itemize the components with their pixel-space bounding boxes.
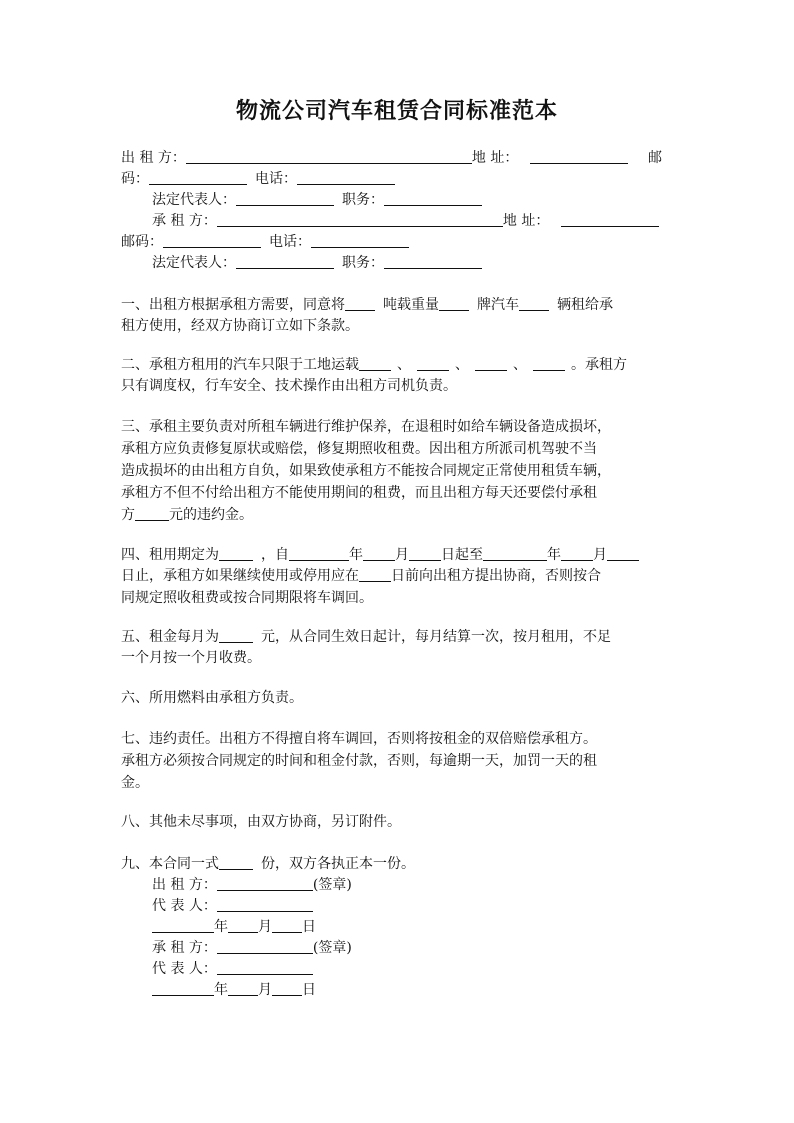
sign-lessee-year-field[interactable] — [152, 981, 214, 996]
sign-lessor-rep-field[interactable] — [217, 897, 313, 912]
clause-4-line-3: 同规定照收租费或按合同期限将车调回。 — [121, 590, 373, 606]
sign-lessor-label: 出 租 方： — [152, 877, 217, 893]
lessee-position-field[interactable] — [384, 254, 482, 269]
clause-3-line-5: 方 元的违约金。 — [121, 507, 253, 523]
lessee-position-label: 职务： — [342, 255, 384, 271]
clause-7-line-1: 七、违约责任。出租方不得擅自将车调回，否则将按租金的双倍赔偿承租方。 — [121, 731, 597, 747]
sign-lessor-rep-label: 代 表 人： — [152, 898, 217, 914]
lessor-address-label: 地 址： — [471, 150, 519, 166]
sign-lessor-month-field[interactable] — [228, 918, 258, 933]
lessor-postcode-field[interactable] — [149, 170, 247, 185]
site-field-4[interactable] — [533, 356, 565, 371]
lessee-name-field[interactable] — [217, 212, 503, 227]
lessee-phone-label: 电话： — [269, 234, 311, 250]
lessor-position-label: 职务： — [342, 192, 384, 208]
monthly-rent-field[interactable] — [219, 628, 253, 643]
sign-lessee-rep-field[interactable] — [217, 960, 313, 975]
sign-lessor-seal: (签章) — [312, 877, 352, 893]
clause-1-line-1: 一、出租方根据承租方需要，同意将 吨载重量 牌汽车 辆租给承 — [121, 297, 613, 313]
sign-lessee-line — [152, 939, 352, 957]
end-month-field[interactable] — [561, 546, 593, 561]
sign-lessor-year-field[interactable] — [152, 918, 214, 933]
clause-2-line-2: 只有调度权，行车安全、技术操作由出租方司机负责。 — [121, 378, 457, 394]
sign-lessor-date-line: 年 月 日 — [152, 918, 316, 936]
clause-4-line-2: 日止，承租方如果继续使用或停用应在 日前向出租方提出协商，否则按合 — [121, 568, 601, 584]
clause-3-line-1: 三、承租主要负责对所租车辆进行维护保养，在退租时如给车辆设备造成损坏， — [121, 419, 611, 435]
sign-lessor-field[interactable] — [217, 876, 313, 891]
site-field-3[interactable] — [475, 356, 507, 371]
clause-5-line-1: 五、租金每月为 元，从合同生效日起计，每月结算一次，按月租用，不足 — [121, 629, 611, 645]
lessor-postcode-line — [121, 170, 395, 188]
rental-period-field[interactable] — [219, 546, 253, 561]
sign-lessee-month-field[interactable] — [228, 981, 258, 996]
lessee-label: 承 租 方： — [152, 213, 217, 229]
clause-6-line-1: 六、所用燃料由承租方负责。 — [121, 690, 303, 706]
clause-3-line-3: 造成损坏的由出租方自负，如果致使承租方不能按合同规定正常使用租赁车辆， — [121, 463, 611, 479]
lessee-phone-field[interactable] — [311, 233, 409, 248]
page-title: 物流公司汽车租赁合同标准范本 — [235, 98, 558, 124]
site-field-2[interactable] — [417, 356, 449, 371]
lessor-rep-line — [152, 191, 482, 209]
copies-field[interactable] — [219, 855, 253, 870]
lessee-address-field[interactable] — [561, 212, 659, 227]
end-year-field[interactable] — [483, 546, 547, 561]
start-day-field[interactable] — [409, 546, 441, 561]
sign-lessee-label: 承 租 方： — [152, 940, 217, 956]
lessee-postcode-field[interactable] — [163, 233, 261, 248]
lessee-postcode-line — [121, 233, 409, 251]
lessor-position-field[interactable] — [384, 191, 482, 206]
sign-lessee-rep-label: 代 表 人： — [152, 961, 217, 977]
lessee-line — [152, 212, 659, 230]
clause-2-line-1: 二、承租方租用的汽车只限于工地运载 、 、 、 。承租方 — [121, 357, 627, 373]
lessor-address-field[interactable] — [530, 149, 628, 164]
sign-lessee-rep-line — [152, 960, 313, 978]
penalty-amount-field[interactable] — [135, 506, 169, 521]
lessee-address-label: 地 址： — [502, 213, 550, 229]
lessor-line — [121, 149, 628, 167]
lessor-label: 出 租 方： — [121, 150, 186, 166]
sign-lessor-day-field[interactable] — [272, 918, 302, 933]
start-year-field[interactable] — [289, 546, 349, 561]
clause-3-line-2: 承租方应负责修复原状或赔偿，修复期照收租费。因出租方所派司机驾驶不当 — [121, 441, 597, 457]
lessor-postcode-label-a: 邮 — [648, 150, 662, 166]
lessee-legal-rep-label: 法定代表人： — [152, 255, 236, 271]
lessor-name-field[interactable] — [186, 149, 472, 164]
lessee-postcode-label: 邮码： — [121, 234, 163, 250]
sign-lessee-date-line: 年 月 日 — [152, 981, 316, 999]
sign-lessee-day-field[interactable] — [272, 981, 302, 996]
lessee-legal-rep-field[interactable] — [236, 254, 334, 269]
lessee-rep-line — [152, 254, 482, 272]
sign-lessor-line — [152, 876, 352, 894]
clause-4-line-1: 四、租用期定为 ，自 年 月 日起至 年 月 — [121, 546, 639, 564]
clause-7-line-2: 承租方必须按合同规定的时间和租金付款，否则，每逾期一天，加罚一天的租 — [121, 753, 597, 769]
sign-lessee-seal: (签章) — [312, 940, 352, 956]
notice-days-field[interactable] — [359, 567, 391, 582]
clause-7-line-3: 金。 — [121, 775, 149, 791]
lessor-legal-rep-label: 法定代表人： — [152, 192, 236, 208]
tonnage-field[interactable] — [439, 296, 469, 311]
vehicle-count-field[interactable] — [345, 296, 375, 311]
clause-9-line-1: 九、本合同一式 份，双方各执正本一份。 — [121, 856, 415, 872]
sign-lessee-field[interactable] — [217, 939, 313, 954]
end-day-field[interactable] — [607, 546, 639, 561]
clause-8-line-1: 八、其他未尽事项，由双方协商，另订附件。 — [121, 814, 401, 830]
lessor-postcode-label-b: 码： — [121, 171, 149, 187]
lessor-phone-label: 电话： — [255, 171, 297, 187]
vehicle-brand-field[interactable] — [519, 296, 549, 311]
site-field-1[interactable] — [359, 356, 391, 371]
clause-1-line-2: 租方使用，经双方协商订立如下条款。 — [121, 318, 359, 334]
sign-lessor-rep-line — [152, 897, 313, 915]
start-month-field[interactable] — [363, 546, 395, 561]
lessor-legal-rep-field[interactable] — [236, 191, 334, 206]
clause-3-line-4: 承租方不但不付给出租方不能使用期间的租费，而且出租方每天还要偿付承租 — [121, 485, 597, 501]
lessor-phone-field[interactable] — [297, 170, 395, 185]
clause-5-line-2: 一个月按一个月收费。 — [121, 650, 261, 666]
